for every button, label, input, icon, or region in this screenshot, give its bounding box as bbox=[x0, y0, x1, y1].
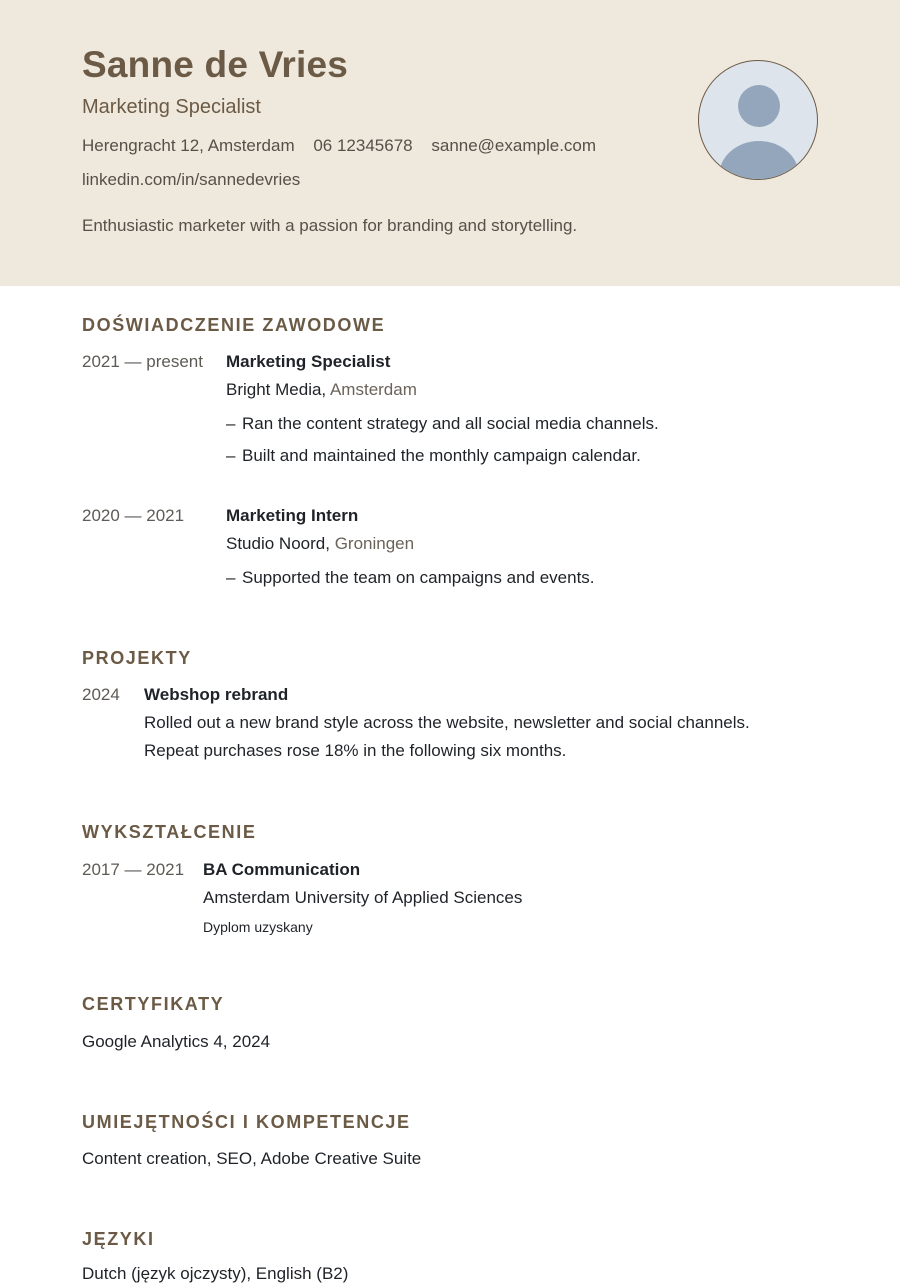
avatar bbox=[698, 60, 818, 180]
job-date: 2021 — present bbox=[82, 352, 203, 371]
bullet-text: Supported the team on campaigns and events. bbox=[242, 568, 595, 587]
person-placeholder-body bbox=[719, 141, 799, 180]
certificates-text: Google Analytics 4, 2024 bbox=[82, 1032, 271, 1051]
section-title-experience: DOŚWIADCZENIE ZAWODOWE bbox=[82, 315, 386, 335]
company-name: Bright Media, bbox=[226, 380, 327, 399]
bullet-text: Ran the content strategy and all social media channels. bbox=[242, 414, 659, 433]
job-company bbox=[226, 534, 414, 554]
contact-line bbox=[82, 136, 610, 156]
company-city: Amsterdam bbox=[329, 380, 417, 399]
project-description: Repeat purchases rose 18% in the following six months. bbox=[144, 741, 567, 760]
bullet-text: Built and maintained the monthly campaign calendar. bbox=[242, 446, 641, 465]
job-company bbox=[226, 380, 417, 400]
languages-text: Dutch (język ojczysty), English (B2) bbox=[82, 1264, 349, 1283]
section-title-languages: JĘZYKI bbox=[82, 1229, 155, 1249]
job-bullet: – Ran the content strategy and all social media channels. bbox=[226, 414, 659, 433]
candidate-name: Sanne de Vries bbox=[82, 44, 349, 85]
phone: 06 12345678 bbox=[313, 136, 413, 155]
person-placeholder-icon bbox=[738, 85, 780, 127]
education-note: Dyplom uzyskany bbox=[203, 919, 313, 935]
skills-text: Content creation, SEO, Adobe Creative Suite bbox=[82, 1149, 422, 1168]
header-banner bbox=[0, 0, 900, 286]
education-date: 2017 — 2021 bbox=[82, 860, 185, 879]
email: sanne@example.com bbox=[431, 136, 597, 155]
project-year: 2024 bbox=[82, 685, 120, 704]
summary: Enthusiastic marketer with a passion for branding and storytelling. bbox=[82, 216, 578, 235]
education-school: Amsterdam University of Applied Sciences bbox=[203, 888, 523, 907]
company-city: Groningen bbox=[334, 534, 415, 553]
company-name: Studio Noord, bbox=[226, 534, 330, 553]
section-title-certificates: CERTYFIKATY bbox=[82, 994, 225, 1014]
project-description: Rolled out a new brand style across the website, newsletter and social channels. bbox=[144, 713, 750, 732]
section-title-skills: UMIEJĘTNOŚCI I KOMPETENCJE bbox=[82, 1112, 411, 1132]
linkedin-url: linkedin.com/in/sannedevries bbox=[82, 170, 301, 189]
candidate-role: Marketing Specialist bbox=[82, 96, 261, 118]
job-title: Marketing Intern bbox=[226, 506, 359, 525]
project-title: Webshop rebrand bbox=[144, 685, 289, 704]
job-bullet: – Built and maintained the monthly campaign calendar. bbox=[226, 446, 641, 465]
section-title-projects: PROJEKTY bbox=[82, 648, 192, 668]
job-title: Marketing Specialist bbox=[226, 352, 391, 371]
education-degree: BA Communication bbox=[203, 860, 361, 879]
job-bullet: – Supported the team on campaigns and events. bbox=[226, 568, 595, 587]
section-title-education: WYKSZTAŁCENIE bbox=[82, 822, 257, 842]
job-date: 2020 — 2021 bbox=[82, 506, 185, 525]
address: Herengracht 12, Amsterdam bbox=[82, 136, 295, 155]
